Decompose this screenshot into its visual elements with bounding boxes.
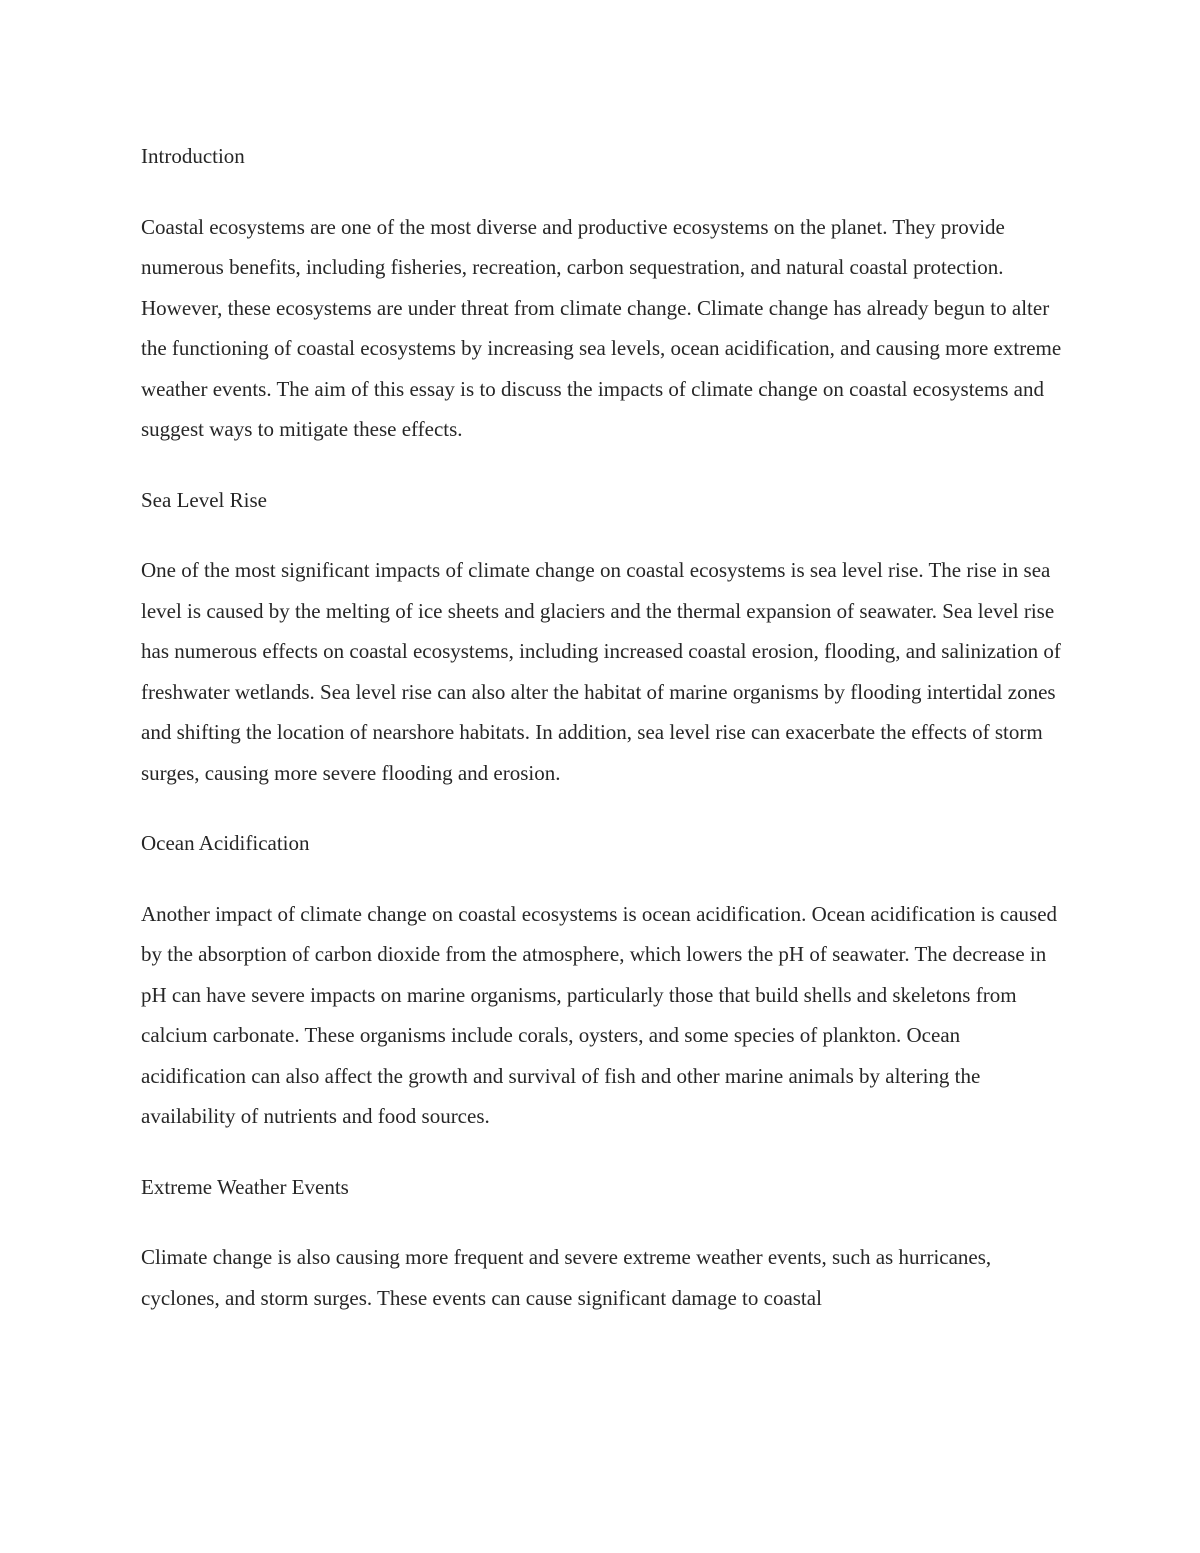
section-heading-extreme-weather-events: Extreme Weather Events: [141, 1174, 349, 1199]
section-paragraph-ocean-acidification: Another impact of climate change on coastal ecosystems is ocean acidification. Ocean acidification is caused by the absorption of carbon dioxide from the atmosphere, which lowers the pH of seawater. The decrease in pH can have severe impacts on marine organisms, particularly those that build shells and skeletons from calcium carbonate. These organisms include corals, oysters, and some species of plankton. Ocean acidification can also affect the growth and survival of fish and other marine animals by altering the availability of nutrients and food sources.: [141, 901, 1058, 1128]
section-heading-sea-level-rise: Sea Level Rise: [141, 487, 267, 512]
section-paragraph-sea-level-rise: One of the most significant impacts of climate change on coastal ecosystems is sea level rise. The rise in sea level is caused by the melting of ice sheets and glaciers and the thermal expansion of seawater. Sea level rise has numerous effects on coastal ecosystems, including increased coastal erosion, flooding, and salinization of freshwater wetlands. Sea level rise can also alter the habitat of marine organisms by flooding intertidal zones and shifting the location of nearshore habitats. In addition, sea level rise can exacerbate the effects of storm surges, causing more severe flooding and erosion.: [141, 558, 1061, 785]
section-paragraph-extreme-weather-events: Climate change is also causing more frequent and severe extreme weather events, such as hurricanes, cyclones, and storm surges. These events can cause significant damage to coastal: [141, 1245, 992, 1310]
section-heading-ocean-acidification: Ocean Acidification: [141, 831, 310, 855]
section-paragraph-introduction: Coastal ecosystems are one of the most diverse and productive ecosystems on the planet. They provide numerous benefits, including fisheries, recreation, carbon sequestration, and natural coastal protection. However, these ecosystems are under threat from climate change. Climate change has already begun to alter the functioning of coastal ecosystems by increasing sea levels, ocean acidification, and causing more extreme weather events. The aim of this essay is to discuss the impacts of climate change on coastal ecosystems and suggest ways to mitigate these effects.: [141, 214, 1062, 441]
section-heading-introduction: Introduction: [141, 144, 245, 168]
document-body: [141, 136, 1066, 1348]
